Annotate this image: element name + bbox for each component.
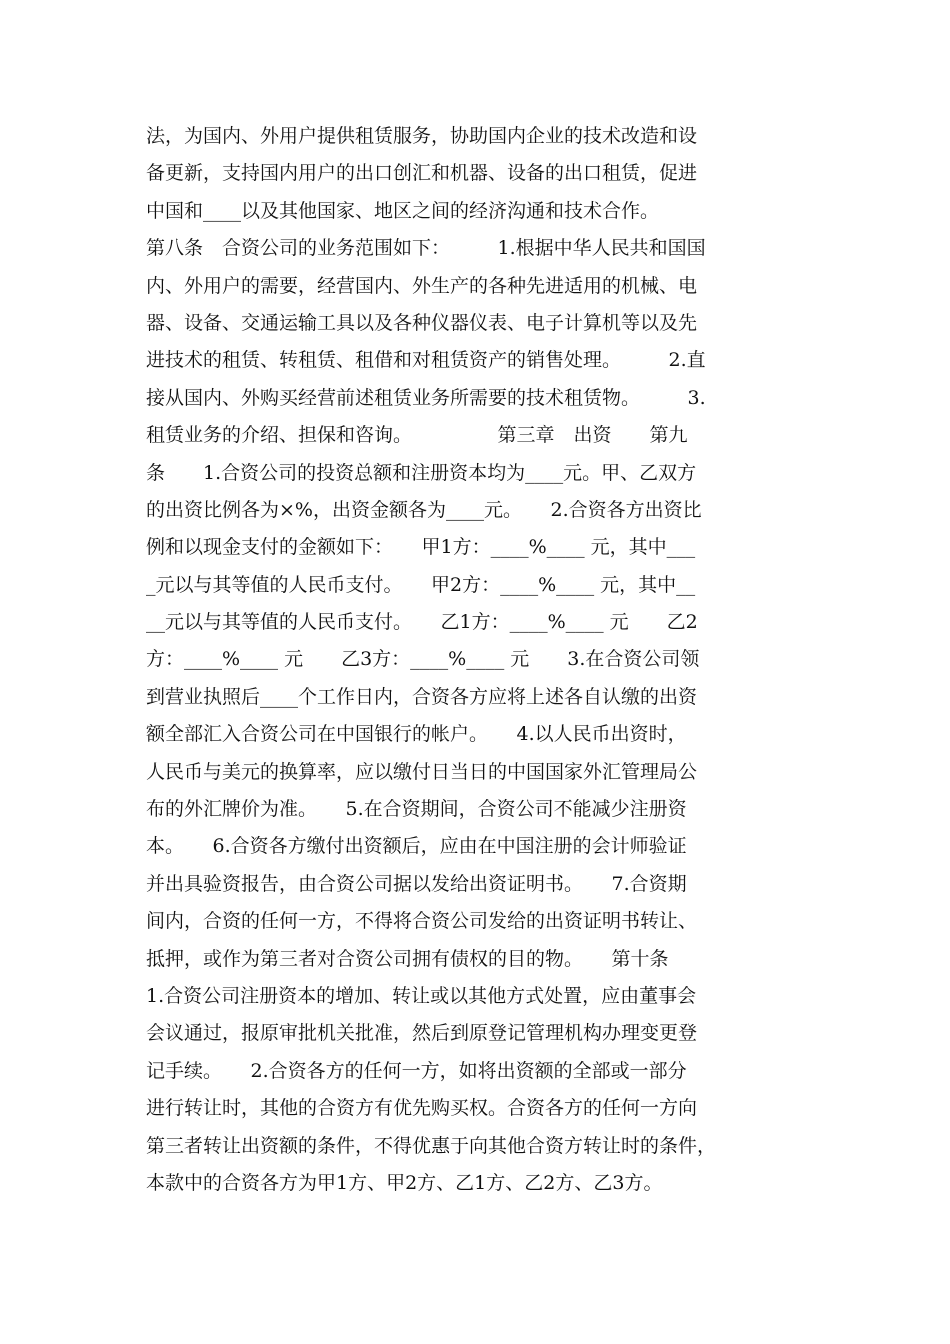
text-line: 的出资比例各为×%，出资金额各为____元。 2.合资各方出资比 [146,498,702,521]
text-line: 条 1.合资公司的投资总额和注册资本均为____元。甲、乙双方 [146,461,697,484]
text-line: 1.合资公司注册资本的增加、转让或以其他方式处置，应由董事会 [146,984,697,1007]
text-line: 租赁业务的介绍、担保和咨询。 第三章 出资 第九 [146,424,688,447]
text-line: __元以与其等值的人民币支付。 乙1方：____%____ 元 乙2 [146,611,698,634]
text-line: 接从国内、外购买经营前述租赁业务所需要的技术租赁物。 3. [146,386,706,409]
text-line: 法，为国内、外用户提供租赁服务，协助国内企业的技术改造和设 [146,125,698,147]
text-line: 进技术的租赁、转租赁、租借和对租赁资产的销售处理。 2.直 [146,349,706,372]
text-line: 并出具验资报告，由合资公司据以发给出资证明书。 7.合资期 [146,872,687,895]
text-line: _元以与其等值的人民币支付。 甲2方：____%____ 元，其中__ [146,573,696,596]
text-line: 人民币与美元的换算率，应以缴付日当日的中国国家外汇管理局公 [146,760,698,783]
text-line: 中国和____以及其他国家、地区之间的经济沟通和技术合作。 [146,199,660,222]
text-line: 方：____%____ 元 乙3方：____%____ 元 3.在合资公司领 [146,648,700,671]
text-line: 记手续。 2.合资各方的任何一方，如将出资额的全部或一部分 [146,1059,687,1082]
text-line: 抵押，或作为第三者对合资公司拥有债权的目的物。 第十条 [146,947,669,970]
text-line: 布的外汇牌价为准。 5.在合资期间，合资公司不能减少注册资 [146,798,687,821]
text-line: 器、设备、交通运输工具以及各种仪器仪表、电子计算机等以及先 [146,311,698,334]
text-line: 本款中的合资各方为甲1方、甲2方、乙1方、乙2方、乙3方。 [146,1171,663,1194]
body-text [146,118,806,1202]
text-line: 本。 6.合资各方缴付出资额后，应由在中国注册的会计师验证 [146,835,687,858]
text-line: 到营业执照后____个工作日内，合资各方应将上述各自认缴的出资 [146,685,698,708]
text-line: 额全部汇入合资公司在中国银行的帐户。 4.以人民币出资时， [146,723,687,746]
text-line: 会议通过，报原审批机关批准，然后到原登记管理机构办理变更登 [146,1022,698,1045]
text-line: 例和以现金支付的金额如下： 甲1方：____%____ 元，其中___ [146,536,696,559]
text-line: 备更新，支持国内用户的出口创汇和机器、设备的出口租赁，促进 [146,162,698,185]
text-line: 间内，合资的任何一方，不得将合资公司发给的出资证明书转让、 [146,910,698,933]
text-line: 第三者转让出资额的条件，不得优惠于向其他合资方转让时的条件， [146,1134,717,1157]
text-line: 第八条 合资公司的业务范围如下： 1.根据中华人民共和国国 [146,237,706,260]
text-line: 进行转让时，其他的合资方有优先购买权。合资各方的任何一方向 [146,1097,698,1120]
text-line: 内、外用户的需要，经营国内、外生产的各种先进适用的机械、电 [146,274,698,297]
